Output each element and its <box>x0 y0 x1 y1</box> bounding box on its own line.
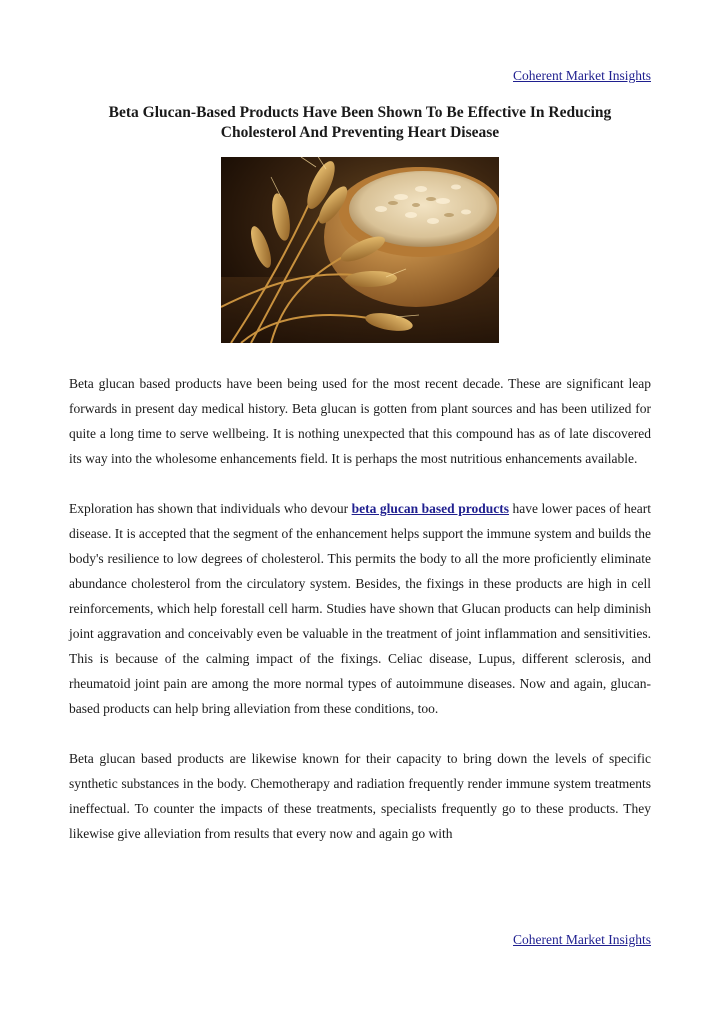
article-title <box>70 103 650 143</box>
beta-glucan-products-link[interactable]: beta glucan based products <box>351 501 509 516</box>
paragraph-3: Beta glucan based products are likewise known for their capacity to bring down the levels of specific synthetic substances in the body. Chemotherapy and radiation frequently render immune system treatments ineffectual. To counter the impacts of these treatments, specialists frequently go to these products. They likewise give alleviation from results that every now and again go with <box>69 751 651 841</box>
header-brand-link[interactable]: Coherent Market Insights <box>513 68 651 83</box>
paragraph-2 <box>69 496 651 721</box>
paragraph-1: Beta glucan based products have been being used for the most recent decade. These are significant leap forwards in present day medical history. Beta glucan is gotten from plant sources and has been utilized for quite a long time to serve wellbeing. It is nothing unexpected that this compound has as of late discovered its way into the wholesome enhancements field. It is perhaps the most nutritious enhancements available. <box>69 376 651 466</box>
article-body <box>69 371 651 871</box>
title-line-2: Cholesterol And Preventing Heart Disease <box>220 124 500 141</box>
paragraph-2-lead: Exploration has shown that individuals who devour <box>69 501 352 516</box>
paragraph-2-rest: have lower paces of heart disease. It is accepted that the segment of the enhancement helps support the immune system and builds the body's resilience to low degrees of cholesterol. This permits the body to all the more proficiently eliminate abundance cholesterol from the circulatory system. Besides, the fixings in these products are high in cell reinforcements, which help forestall cell harm. Studies have shown that Glucan products can help diminish joint aggravation and conceivably even be valuable in the treatment of joint inflammation and sensitivities. This is because of the calming impact of the fixings. Celiac disease, Lupus, different sclerosis, and rheumatoid joint pain are among the more normal types of autoimmune diseases. Now and again, glucan-based products can help bring alleviation from these conditions, too. <box>69 501 651 716</box>
footer-brand-link[interactable]: Coherent Market Insights <box>513 932 651 947</box>
wheat-oats-image <box>221 157 499 343</box>
title-line-1: Beta Glucan-Based Products Have Been Shown To Be Effective In Reducing <box>108 104 612 121</box>
